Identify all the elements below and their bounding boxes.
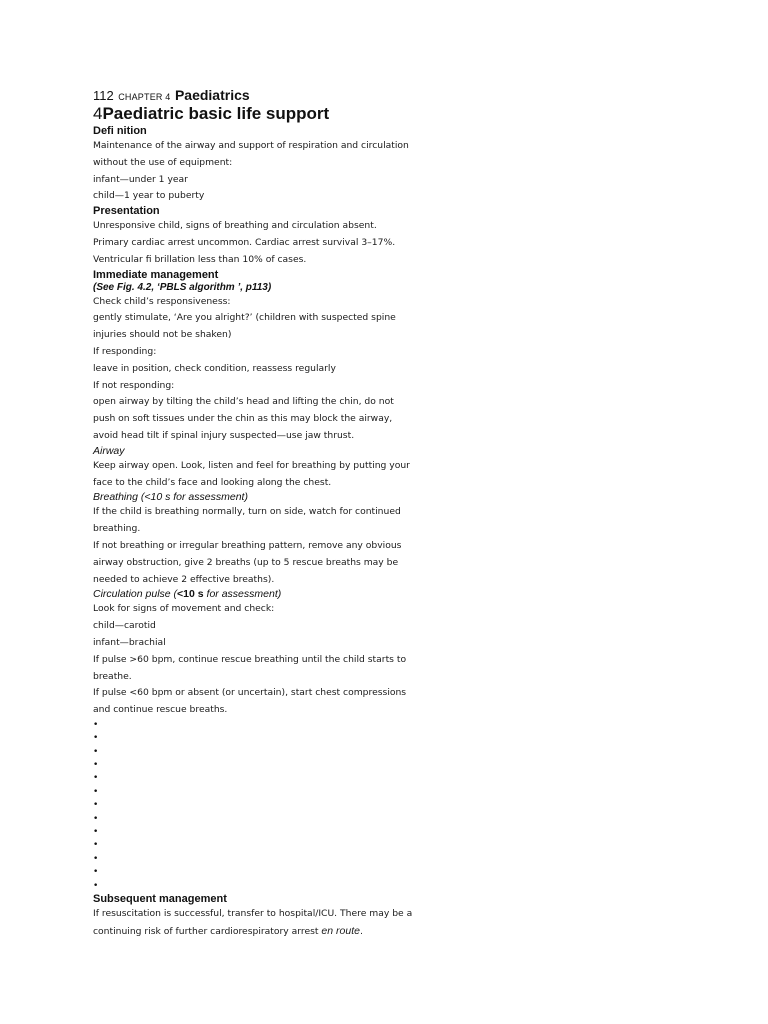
bullet-mark: •	[93, 760, 99, 771]
bullet-mark: •	[93, 719, 99, 730]
circulation-line: Look for signs of movement and check:	[93, 603, 275, 615]
immediate-management-heading: Immediate management	[93, 268, 219, 281]
figure-reference: (See Fig. 4.2, ‘PBLS algorithm ’, p113)	[93, 281, 272, 293]
bullet-mark: •	[93, 773, 99, 784]
presentation-heading: Presentation	[93, 205, 160, 218]
subsequent-line-part: .	[359, 925, 363, 937]
subsequent-management-heading: Subsequent management	[93, 892, 227, 905]
title-number: 4	[93, 104, 103, 123]
definition-line: child—1 year to puberty	[93, 190, 205, 202]
breathing-heading: Breathing (<10 s for assessment)	[93, 491, 248, 504]
running-head	[93, 87, 423, 104]
definition-line: Maintenance of the airway and support of respiration and circulation	[93, 140, 409, 151]
bullet-mark: •	[93, 853, 99, 864]
circulation-line: child—carotid	[93, 620, 156, 632]
subsequent-line-italic: en route	[321, 924, 360, 937]
bullet-mark: •	[93, 840, 99, 851]
presentation-line: Primary cardiac arrest uncommon. Cardiac arrest survival 3–17%.	[93, 236, 396, 248]
airway-heading: Airway	[93, 444, 125, 457]
circulation-line: If pulse >60 bpm, continue rescue breathing until the child starts to	[93, 653, 407, 665]
breathing-line: If the child is breathing normally, turn on side, watch for continued	[93, 506, 401, 518]
circulation-line: breathe.	[93, 670, 132, 682]
circulation-line: infant—brachial	[93, 636, 166, 648]
subsequent-line	[93, 923, 423, 941]
bullet-mark: •	[93, 746, 99, 757]
bullet-mark: •	[93, 733, 99, 744]
subsequent-line-part: continuing risk of further cardiorespiratory arrest	[93, 925, 322, 937]
immediate-line: Check child’s responsiveness:	[93, 295, 231, 307]
circulation-heading	[93, 588, 423, 601]
airway-line: Keep airway open. Look, listen and feel for breathing by putting your	[93, 459, 410, 471]
document-page	[93, 87, 423, 941]
breathing-line: airway obstruction, give 2 breaths (up to 5 rescue breaths may be	[93, 556, 399, 568]
chapter-title: Paediatrics	[174, 87, 250, 103]
page-title	[93, 104, 423, 125]
immediate-line: gently stimulate, ‘Are you alright?’ (children with suspected spine	[93, 312, 396, 324]
presentation-line: Unresponsive child, signs of breathing and circulation absent.	[93, 220, 377, 232]
bullet-mark: •	[93, 800, 99, 811]
circulation-heading-part: for assessment)	[203, 588, 282, 601]
chapter-label: CHAPTER 4	[118, 92, 171, 102]
circulation-line: and continue rescue breaths.	[93, 704, 228, 716]
page-number: 112	[93, 88, 114, 103]
definition-heading: Defi nition	[93, 125, 147, 137]
subsequent-line: If resuscitation is successful, transfer to hospital/ICU. There may be a	[93, 907, 413, 919]
breathing-line: needed to achieve 2 effective breaths).	[93, 573, 275, 585]
bullet-mark: •	[93, 880, 99, 891]
immediate-line: open airway by tilting the child’s head and lifting the chin, do not	[93, 396, 394, 408]
breathing-line: If not breathing or irregular breathing pattern, remove any obvious	[93, 539, 402, 551]
circulation-line: If pulse <60 bpm or absent (or uncertain), start chest compressions	[93, 687, 407, 699]
definition-line: infant—under 1 year	[93, 173, 188, 185]
bullet-list	[93, 719, 423, 893]
bullet-mark: •	[93, 813, 99, 824]
presentation-line: Ventricular fi brillation less than 10% of cases.	[93, 253, 307, 265]
circulation-heading-time: <10 s	[177, 588, 204, 601]
breathing-line: breathing.	[93, 523, 141, 535]
immediate-line: leave in position, check condition, reassess regularly	[93, 362, 336, 374]
bullet-mark: •	[93, 827, 99, 838]
circulation-heading-part: Circulation pulse (	[93, 588, 178, 601]
immediate-line: push on soft tissues under the chin as this may block the airway,	[93, 413, 393, 425]
definition-line: without the use of equipment:	[93, 156, 233, 168]
title-text: Paediatric basic life support	[102, 104, 330, 123]
immediate-line: If responding:	[93, 345, 157, 357]
immediate-line: avoid head tilt if spinal injury suspected—use jaw thrust.	[93, 429, 355, 441]
airway-line: face to the child’s face and looking along the chest.	[93, 476, 332, 488]
bullet-mark: •	[93, 867, 99, 878]
immediate-line: injuries should not be shaken)	[93, 329, 232, 341]
bullet-mark: •	[93, 786, 99, 797]
immediate-line: If not responding:	[93, 379, 175, 391]
